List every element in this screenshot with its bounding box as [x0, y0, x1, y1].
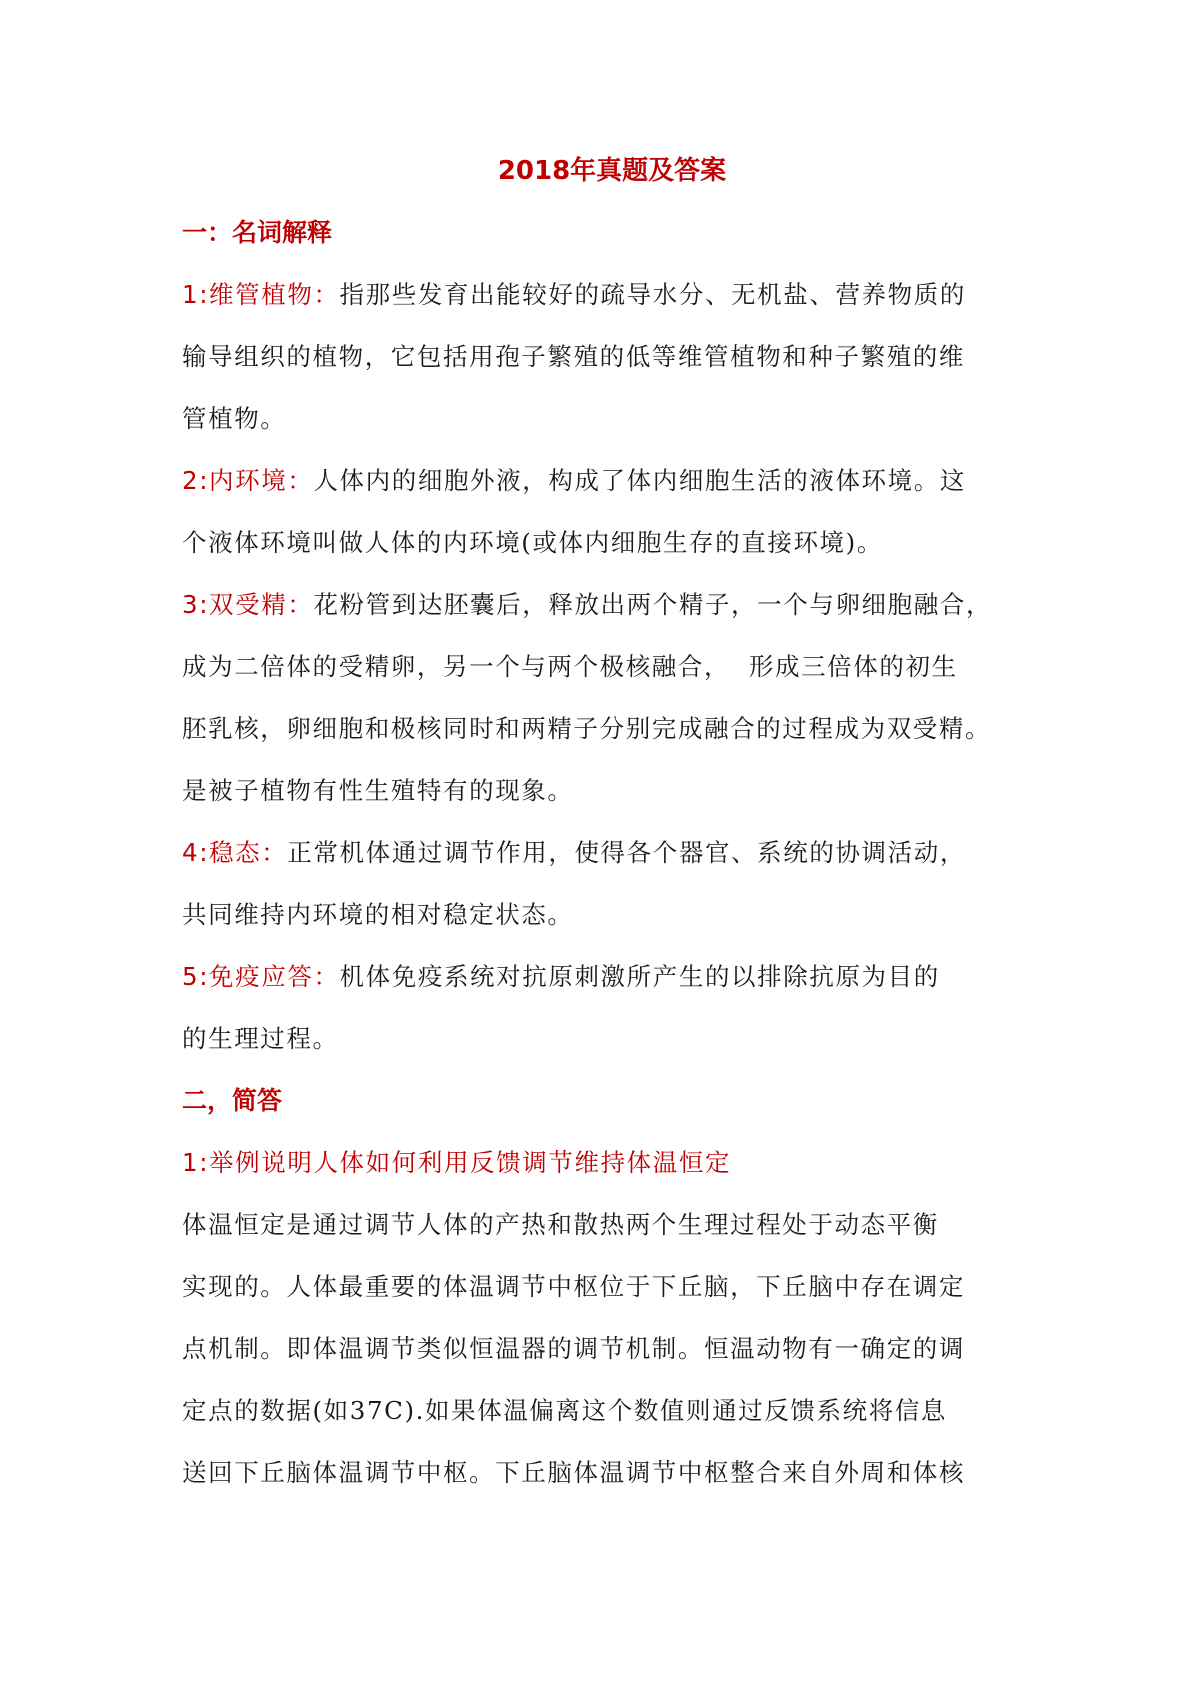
definition-text: 输导组织的植物，它包括用孢子繁殖的低等维管植物和种子繁殖的维: [182, 342, 965, 371]
definition-text: 胚乳核，卵细胞和极核同时和两精子分别完成融合的过程成为双受精。: [182, 714, 992, 743]
definition-first-line: [182, 450, 1042, 512]
definition-first-line: [182, 822, 1042, 884]
definition-item: [182, 946, 1042, 1070]
section-heading-short-answer: 二，简答: [182, 1086, 283, 1115]
definition-text: 人体内的细胞外液，构成了体内细胞生活的液体环境。这: [313, 466, 966, 495]
answer-line: 送回下丘脑体温调节中枢。下丘脑体温调节中枢整合来自外周和体核: [182, 1458, 965, 1487]
definition-text: 管植物。: [182, 404, 287, 433]
answer-line: 定点的数据(如37C).如果体温偏离这个数值则通过反馈系统将信息: [182, 1396, 948, 1425]
definition-item: [182, 574, 1042, 822]
section-heading-definitions: 一：名词解释: [182, 218, 333, 247]
definition-term: 1:维管植物：: [182, 280, 340, 309]
definition-text: 花粉管到达胚囊后，释放出两个精子，一个与卵细胞融合，: [313, 590, 993, 619]
document-page: [182, 140, 1042, 1504]
definition-item: [182, 822, 1042, 946]
answer-line: 体温恒定是通过调节人体的产热和散热两个生理过程处于动态平衡: [182, 1210, 939, 1239]
definition-term: 4:稳态：: [182, 838, 288, 867]
question-heading: 1:举例说明人体如何利用反馈调节维持体温恒定: [182, 1148, 732, 1177]
definition-text: 是被子植物有性生殖特有的现象。: [182, 776, 574, 805]
definition-text: 机体免疫系统对抗原刺激所产生的以排除抗原为目的: [339, 962, 940, 991]
answer-line: 实现的。人体最重要的体温调节中枢位于下丘脑，下丘脑中存在调定: [182, 1272, 965, 1301]
definition-first-line: [182, 264, 1042, 326]
definition-text: 成为二倍体的受精卵，另一个与两个极核融合， 形成三倍体的初生: [182, 652, 958, 681]
definition-item: [182, 450, 1042, 574]
definition-text: 的生理过程。: [182, 1024, 339, 1053]
document-title: 2018年真题及答案: [497, 156, 727, 186]
answer-line: 点机制。即体温调节类似恒温器的调节机制。恒温动物有一确定的调: [182, 1334, 965, 1363]
definition-text: 共同维持内环境的相对稳定状态。: [182, 900, 574, 929]
definition-term: 3:双受精：: [182, 590, 314, 619]
definition-text: 正常机体通过调节作用，使得各个器官、系统的协调活动，: [287, 838, 966, 867]
definition-text: 个液体环境叫做人体的内环境(或体内细胞生存的直接环境)。: [182, 528, 883, 557]
definition-first-line: [182, 946, 1042, 1008]
definition-term: 2:内环境：: [182, 466, 314, 495]
definition-first-line: [182, 574, 1042, 636]
definition-text: 指那些发育出能较好的疏导水分、无机盐、营养物质的: [339, 280, 966, 309]
definition-item: [182, 264, 1042, 450]
answer-paragraph: [182, 1194, 1042, 1504]
definition-term: 5:免疫应答：: [182, 962, 340, 991]
